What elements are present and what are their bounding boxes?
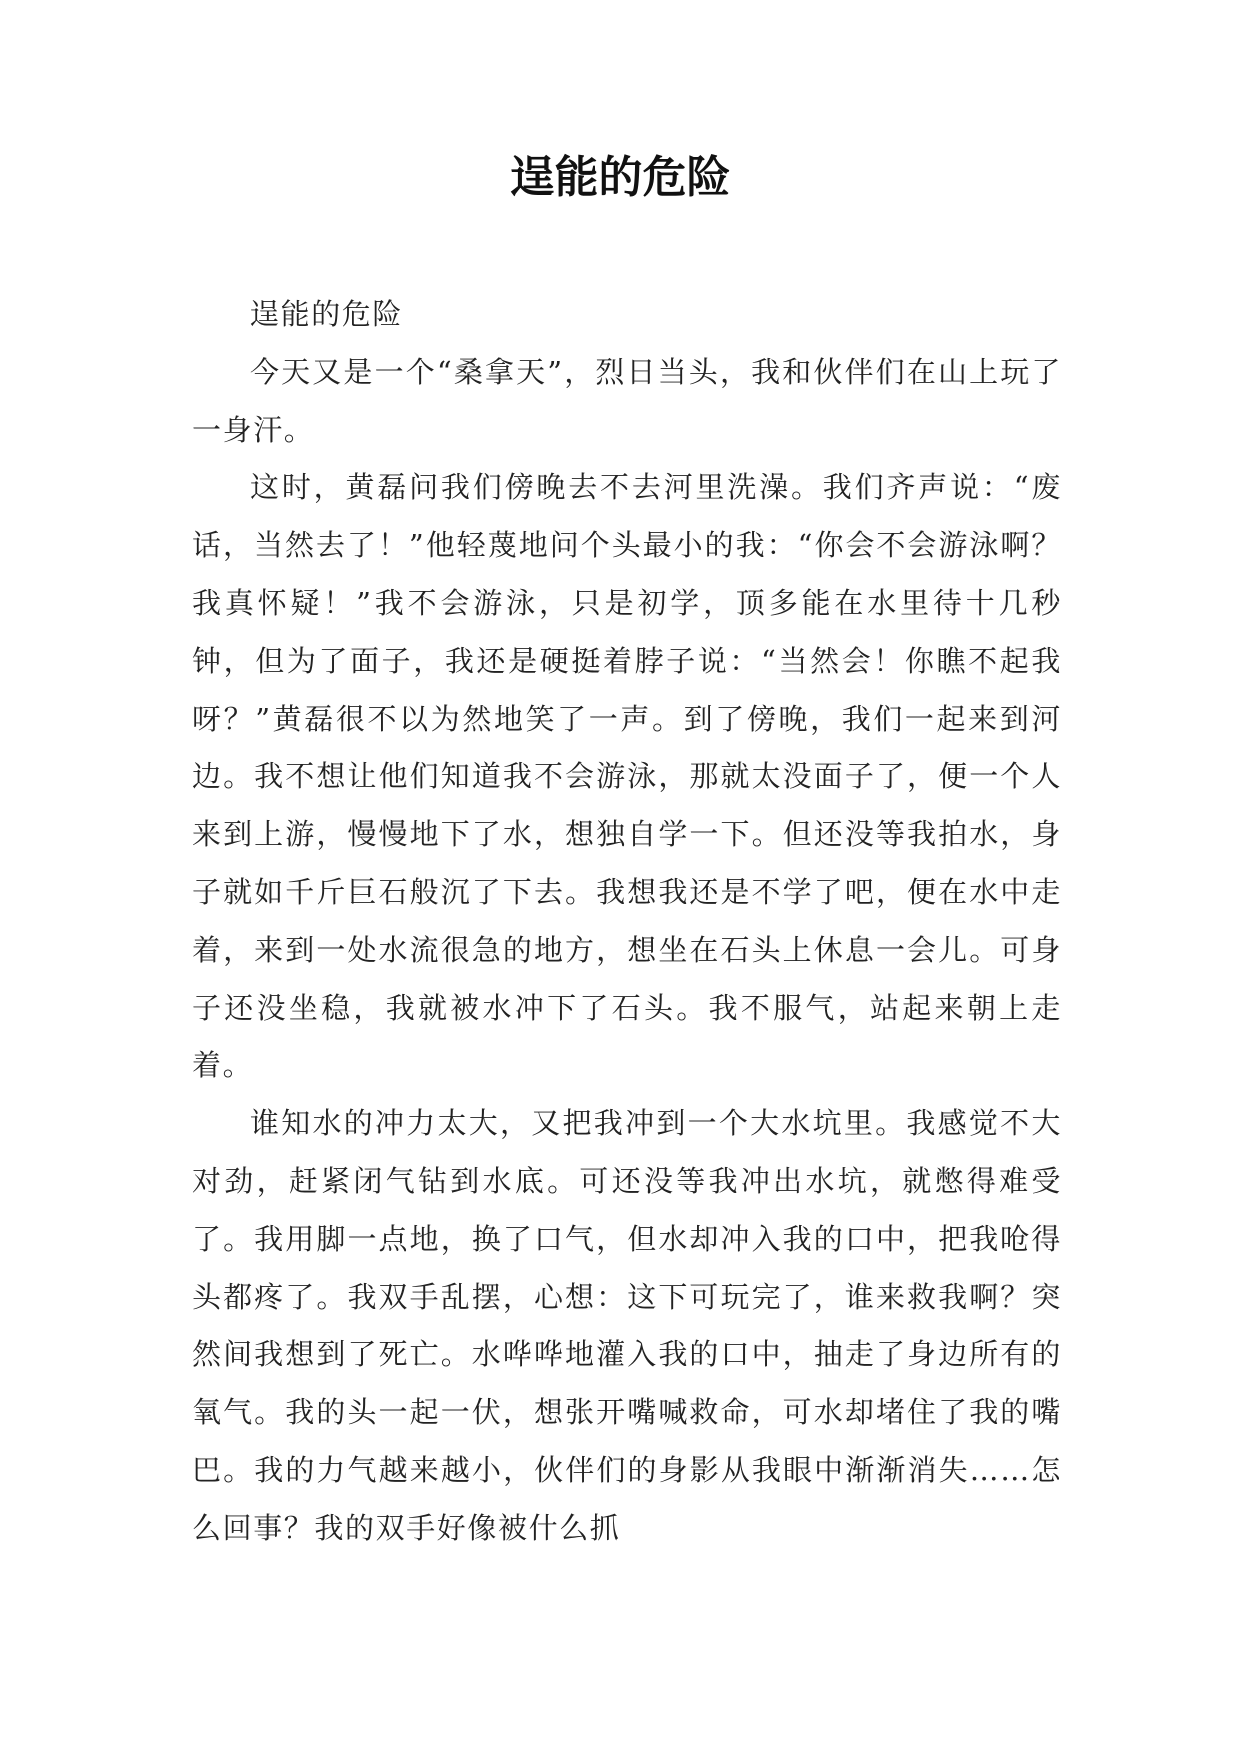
paragraph: 这时，黄磊问我们傍晚去不去河里洗澡。我们齐声说：“废话，当然去了！”他轻蔑地问个头最小的我：“你会不会游泳啊？我真怀疑！”我不会游泳，只是初学，顶多能在水里待十几秒钟，但为了面子，我还是硬挺着脖子说：“当然会！你瞧不起我呀？”黄磊很不以为然地笑了一声。到了傍晚，我们一起来到河边。我不想让他们知道我不会游泳，那就太没面子了，便一个人来到上游，慢慢地下了水，想独自学一下。但还没等我拍水，身子就如千斤巨石般沉了下去。我想我还是不学了吧，便在水中走着，来到一处水流很急的地方，想坐在石头上休息一会儿。可身子还没坐稳，我就被水冲下了石头。我不服气，站起来朝上走着。 [192, 470, 1062, 1083]
paragraph: 今天又是一个“桑拿天”，烈日当头，我和伙伴们在山上玩了一身汗。 [192, 354, 1062, 447]
document-body [192, 286, 1062, 1558]
paragraph: 逞能的危险 [250, 297, 404, 331]
document-title: 逞能的危险 [510, 152, 731, 203]
paragraph: 谁知水的冲力太大，又把我冲到一个大水坑里。我感觉不大对劲，赶紧闭气钻到水底。可还没等我冲出水坑，就憋得难受了。我用脚一点地，换了口气，但水却冲入我的口中，把我呛得头都疼了。我双手乱摆，心想：这下可玩完了，谁来救我啊？突然间我想到了死亡。水哗哗地灌入我的口中，抽走了身边所有的氧气。我的头一起一伏，想张开嘴喊救命，可水却堵住了我的嘴巴。我的力气越来越小，伙伴们的身影从我眼中渐渐消失……怎么回事？我的双手好像被什么抓 [192, 1106, 1062, 1545]
